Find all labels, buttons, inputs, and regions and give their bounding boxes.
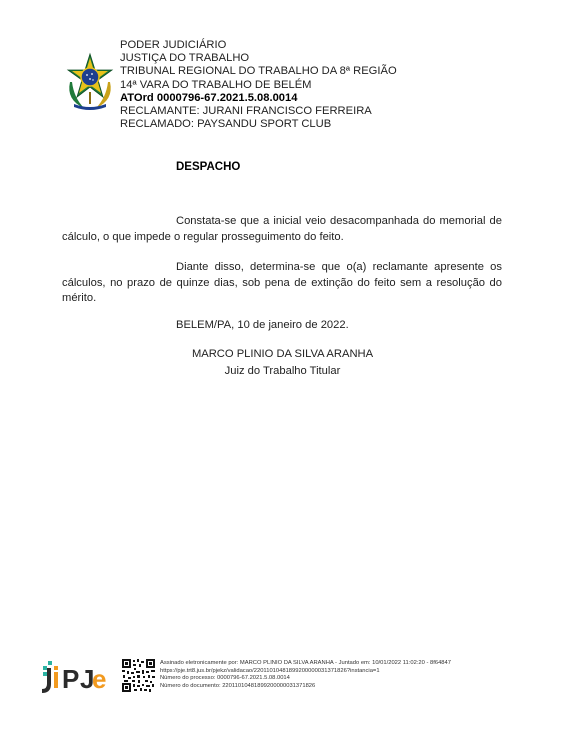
pje-logo-icon bbox=[40, 658, 118, 694]
brazil-coat-of-arms-icon bbox=[62, 52, 118, 112]
header-line-justice: JUSTIÇA DO TRABALHO bbox=[120, 52, 250, 65]
svg-text:P: P bbox=[62, 664, 80, 694]
qr-code-icon bbox=[122, 659, 155, 692]
footer-signed-by: Assinado eletronicamente por: MARCO PLINIO DA SILVA ARANHA - Juntado em: 10/01/2022 11:02:20 - 8f64847 bbox=[160, 660, 451, 666]
signer-name: MARCO PLINIO DA SILVA ARANHA bbox=[191, 348, 374, 360]
footer-validation-url[interactable]: https://pje.trt8.jus.br/pjekz/validacao/22011010481899200000031371826?instancia=1 bbox=[160, 667, 380, 674]
footer-document-number: Número do documento: 22011010481899200000031371826 bbox=[160, 682, 316, 689]
signer-role: Juiz do Trabalho Titular bbox=[224, 365, 341, 377]
paragraph-2-text: Diante disso, determina-se que o(a) reclamante apresente os cálculos, no prazo de quinze dias, sob pena de extinção do feito sem a resolução do mérito. bbox=[62, 261, 502, 304]
footer-process-number: Número do processo: 0000796-67.2021.5.08.0014 bbox=[160, 675, 290, 681]
defendant: RECLAMADO: PAYSANDU SPORT CLUB bbox=[120, 118, 332, 131]
paragraph-1 bbox=[62, 214, 502, 245]
svg-text:e: e bbox=[92, 664, 107, 694]
header-line-court: 14ª VARA DO TRABALHO DE BELÉM bbox=[120, 78, 312, 91]
document-header bbox=[120, 39, 397, 131]
document-date: BELEM/PA, 10 de janeiro de 2022. bbox=[176, 319, 349, 331]
document-title: DESPACHO bbox=[176, 161, 241, 173]
header-line-tribunal: TRIBUNAL REGIONAL DO TRABALHO DA 8ª REGIÃO bbox=[120, 65, 397, 78]
paragraph-1-text: Constata-se que a inicial veio desacompanhada do memorial de cálculo, o que impede o regular prosseguimento do feito. bbox=[62, 215, 502, 243]
case-number: ATOrd 0000796-67.2021.5.08.0014 bbox=[120, 91, 298, 104]
signature-footer bbox=[160, 660, 451, 690]
paragraph-2 bbox=[62, 260, 502, 307]
header-line-judiciary: PODER JUDICIÁRIO bbox=[120, 39, 227, 51]
plaintiff: RECLAMANTE: JURANI FRANCISCO FERREIRA bbox=[120, 105, 372, 118]
svg-text:J: J bbox=[80, 664, 95, 694]
